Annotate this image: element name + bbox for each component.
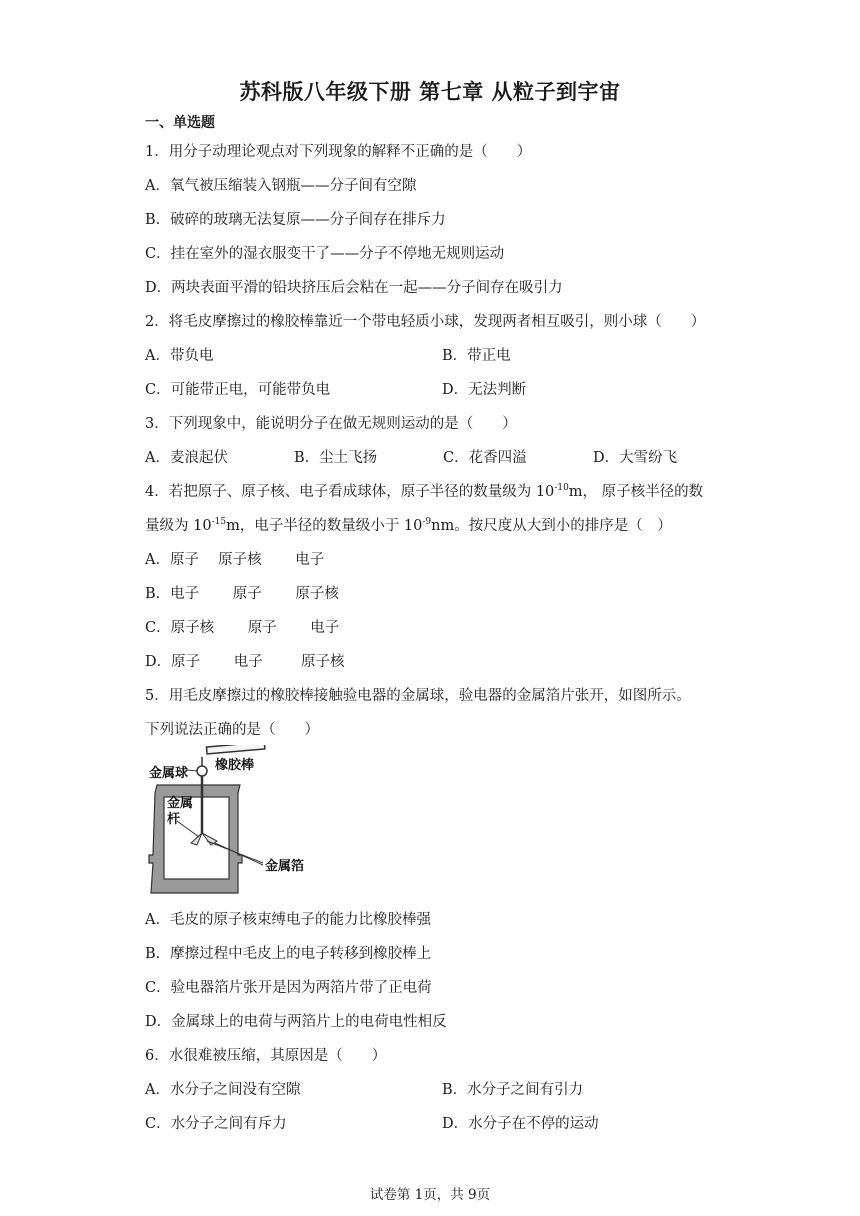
q5-option-d: D．金属球上的电荷与两箔片上的电荷电性相反 bbox=[145, 1014, 447, 1030]
leader-ball bbox=[187, 770, 197, 771]
label-metal-bar-1: 金属 bbox=[167, 796, 194, 811]
q4-stem-line2: 量级为 $10^{-15}m$，电子半径的数量级小于 $10^{-9}nm$。按尺度从大到小的排序是（ ） bbox=[145, 517, 672, 534]
q5-stem-line1: 5．用毛皮摩擦过的橡胶棒接触验电器的金属球，验电器的金属箔片张开，如图所示。 bbox=[145, 688, 691, 704]
q3-option-a: A．麦浪起伏 bbox=[145, 450, 228, 466]
q5-stem-line2: 下列说法正确的是（ ） bbox=[145, 722, 319, 738]
q6-option-d: D．水分子在不停的运动 bbox=[442, 1116, 599, 1132]
q1-option-c: C．挂在室外的湿衣服变干了——分子不停地无规则运动 bbox=[145, 246, 505, 262]
q2-option-a: A．带负电 bbox=[145, 348, 214, 364]
q1-option-d: D．两块表面平滑的铅块挤压后会粘在一起——分子间存在吸引力 bbox=[145, 280, 563, 296]
q6-option-a: A．水分子之间没有空隙 bbox=[145, 1082, 301, 1098]
q6-option-b: B．水分子之间有引力 bbox=[442, 1082, 584, 1098]
metal-ball bbox=[197, 766, 207, 776]
q2-stem: 2．将毛皮摩擦过的橡胶棒靠近一个带电轻质小球，发现两者相互吸引，则小球（ ） bbox=[145, 314, 706, 330]
label-metal-ball: 金属球 bbox=[149, 766, 189, 781]
q4-stem-line1: 4．若把原子、原子核、电子看成球体，原子半径的数量级为 $10^{-10}m$， 原子核半径的数 bbox=[145, 483, 704, 500]
q1-option-a: A．氧气被压缩装入钢瓶——分子间有空隙 bbox=[145, 178, 417, 194]
q5-option-b: B．摩擦过程中毛皮上的电子转移到橡胶棒上 bbox=[145, 946, 432, 962]
q3-option-d: D．大雪纷飞 bbox=[593, 450, 678, 466]
q4-option-d: D．原子 电子 原子核 bbox=[145, 654, 345, 670]
q5-option-a: A．毛皮的原子核束缚电子的能力比橡胶棒强 bbox=[145, 912, 431, 928]
q2-option-c: C．可能带正电，可能带负电 bbox=[145, 382, 331, 398]
section-heading: 一、单选题 bbox=[145, 115, 215, 131]
page-title: 苏科版八年级下册 第七章 从粒子到宇宙 bbox=[239, 80, 621, 104]
q2-option-d: D．无法判断 bbox=[442, 382, 527, 398]
q4-option-a: A．原子 原子核 电子 bbox=[145, 552, 325, 568]
q3-stem: 3．下列现象中，能说明分子在做无规则运动的是（ ） bbox=[145, 416, 517, 432]
q4-option-b: B．电子 原子 原子核 bbox=[145, 586, 339, 602]
rubber-rod bbox=[206, 745, 264, 754]
q1-stem: 1．用分子动理论观点对下列现象的解释不正确的是（ ） bbox=[145, 144, 532, 160]
q5-option-c: C．验电器箔片张开是因为两箔片带了正电荷 bbox=[145, 980, 432, 996]
q6-stem: 6．水很难被压缩，其原因是（ ） bbox=[145, 1048, 387, 1064]
q4-option-c: C．原子核 原子 电子 bbox=[145, 620, 340, 636]
q1-option-b: B．破碎的玻璃无法复原——分子间存在排斥力 bbox=[145, 212, 446, 228]
electroscope-figure bbox=[145, 745, 345, 895]
q2-option-b: B．带正电 bbox=[442, 348, 511, 364]
q3-option-c: C．花香四溢 bbox=[443, 450, 527, 466]
label-metal-foil: 金属箔 bbox=[265, 859, 305, 874]
label-rubber-rod: 橡胶棒 bbox=[215, 758, 255, 773]
q3-option-b: B．尘土飞扬 bbox=[294, 450, 378, 466]
q6-option-c: C．水分子之间有斥力 bbox=[145, 1116, 287, 1132]
label-metal-bar-2: 杆 bbox=[167, 812, 181, 827]
page-footer: 试卷第 1页，共 9页 bbox=[369, 1187, 491, 1203]
